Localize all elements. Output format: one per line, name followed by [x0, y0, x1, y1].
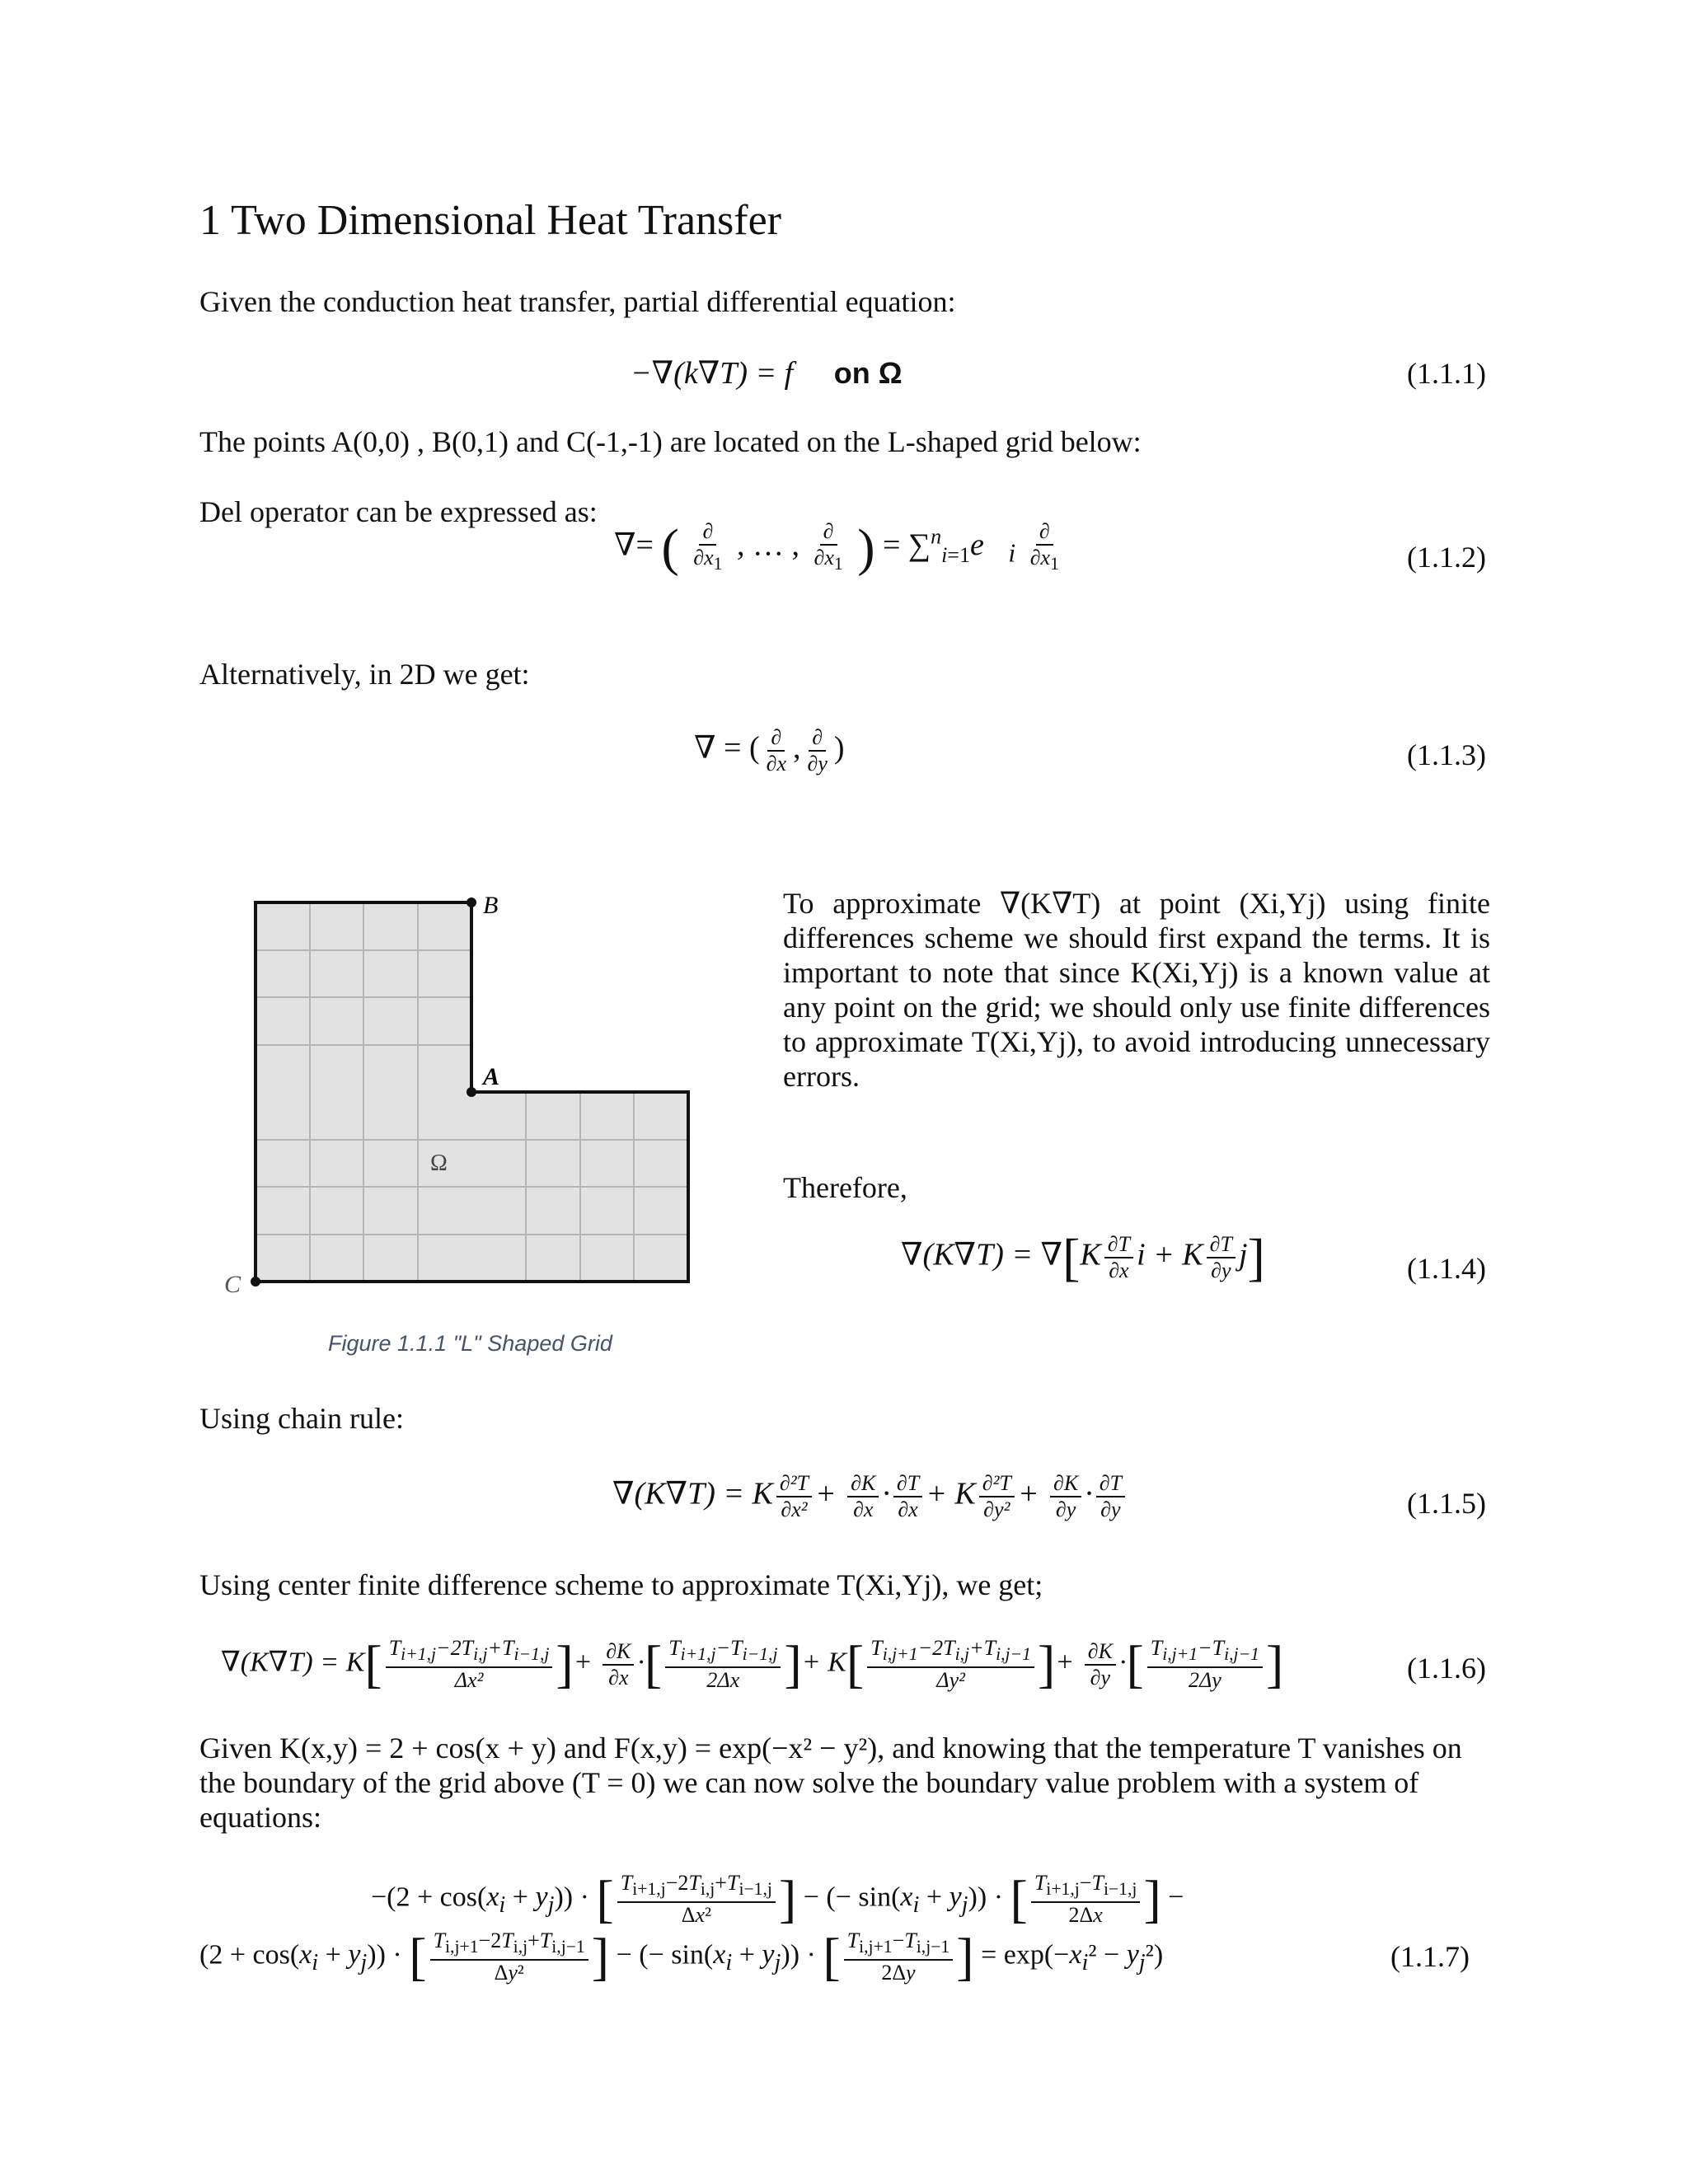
- section-title: Two Dimensional Heat Transfer: [231, 197, 781, 244]
- figure-caption: Figure 1.1.1 "L" Shaped Grid: [328, 1331, 612, 1356]
- label-b: B: [483, 892, 499, 919]
- eq-1-1-1-domain: on Ω: [833, 356, 903, 390]
- center-difference-text: Using center finite difference scheme to approximate T(Xi,Yj), we get;: [199, 1568, 1043, 1601]
- eq-1-1-7-tag: (1.1.7): [1390, 1940, 1470, 1973]
- points-text: The points A(0,0) , B(0,1) and C(-1,-1) are located on the L-shaped grid below:: [199, 425, 1142, 458]
- equation-1-1-2: ∇= ( $\frac{\partial}{\partial x_1}$ , … , $\frac{\partial}{\partial x_1}$ ) = $\sum^n_{i=1}e⃗_i$ $\frac{\partial}{\partial x_1}$: [614, 518, 1059, 577]
- section-number: 1: [199, 197, 221, 244]
- eq-1-1-2-tag: (1.1.2): [1407, 541, 1486, 574]
- point-c-marker: [251, 1277, 260, 1286]
- eq-1-1-3-tag: (1.1.3): [1407, 738, 1486, 771]
- approximation-paragraph: To approximate ∇(K∇T) at point (Xi,Yj) using finite differences scheme we should first expand the terms. It is important to note that since K(Xi,Yj) is a known value at any point on the grid; we should only use finite differences to approximate T(Xi,Yj), to avoid introducing unnecessary errors.: [783, 887, 1490, 1093]
- equation-1-1-1: [631, 354, 903, 391]
- section-heading: [199, 196, 781, 245]
- eq-1-1-4-tag: (1.1.4): [1407, 1252, 1486, 1285]
- intro-text: Given the conduction heat transfer, partial differential equation:: [199, 285, 956, 318]
- equation-1-1-7-line-2: $(2 + \cos(x_i + y_j))$ · [ $\frac{T_{i,j+1}-2T_{i,j}+T_{i,j-1}}{\text{Δy²}}$ ] − (− $\sin(x_i + y_j)$) · [ $\frac{T_{i,j+1}-T_{i,j-1}}{2\Delta y}$ ] = $\exp(-x_i^2 - y_j^2)$: [199, 1927, 1164, 1986]
- chain-rule-text: Using chain rule:: [199, 1402, 404, 1435]
- eq-1-1-1-tag: (1.1.1): [1407, 357, 1486, 390]
- point-a-marker: [467, 1087, 476, 1097]
- equation-1-1-3: ∇ = ( $\frac{\partial}{\partial x}$ , $\frac{\partial}{\partial y}$ ): [694, 725, 845, 776]
- given-paragraph: Given K(x,y) = 2 + cos(x + y) and F(x,y) = exp(−x² − y²), and knowing that the temperature T vanishes on the boundary of the grid above (T = 0) we can now solve the boundary value problem with a system of equations:: [199, 1732, 1462, 1834]
- point-b-marker: [467, 898, 476, 907]
- equation-1-1-5: ∇(K∇T) = K $\frac{\text{∂²T}}{\text{∂x²}}$ + $\frac{\partial K}{\partial x}$ · $\frac{\partial T}{\partial x}$ + K $\frac{\text{∂²T}}{\text{∂y²}}$ + $\frac{\partial K}{\partial y}$ · $\frac{\partial T}{\partial y}$: [612, 1471, 1128, 1522]
- del-text: Del operator can be expressed as:: [199, 495, 598, 528]
- eq-1-1-6-tag: (1.1.6): [1407, 1652, 1486, 1685]
- eq-1-1-1-lhs: −∇(k∇T) = f: [631, 356, 794, 391]
- equation-1-1-6: ∇(K∇T) = K[ $\frac{T_{i+1,j}-2T_{i,j}+T_{i-1,j}}{\text{Δx²}}$ ]+ $\frac{\partial K}{\partial x}$ ·[ $\frac{T_{i+1,j}-T_{i-1,j}}{2\Delta x}$ ]+ K[ $\frac{T_{i,j+1}-2T_{i,j}+T_{i,j-1}}{\text{Δy²}}$ ]+ $\frac{\partial K}{\partial y}$ ·[ $\frac{T_{i,j+1}-T_{i,j-1}}{2\Delta y}$ ]: [221, 1634, 1284, 1694]
- l-shaped-grid-figure: [214, 882, 709, 1310]
- eq-1-1-5-tag: (1.1.5): [1407, 1487, 1486, 1520]
- equation-1-1-7-line-1: $-(2 + \cos(x_i + y_j))$ · [ $\frac{T_{i+1,j}-2T_{i,j}+T_{i-1,j}}{\text{Δx²}}$ ] − (− $\sin(x_i + y_j)$) · [ $\frac{T_{i+1,j}-T_{i-1,j}}{2\Delta x}$ ] −: [371, 1869, 1184, 1929]
- label-c: C: [224, 1271, 241, 1298]
- alt-text: Alternatively, in 2D we get:: [199, 658, 530, 691]
- label-a: A: [483, 1063, 500, 1090]
- label-omega: Ω: [430, 1151, 448, 1176]
- therefore-text: Therefore,: [783, 1171, 907, 1204]
- equation-1-1-4: ∇(K∇T) = ∇[K $\frac{\partial T}{\partial x}$ i + K $\frac{\partial T}{\partial y}$ j]: [901, 1228, 1265, 1286]
